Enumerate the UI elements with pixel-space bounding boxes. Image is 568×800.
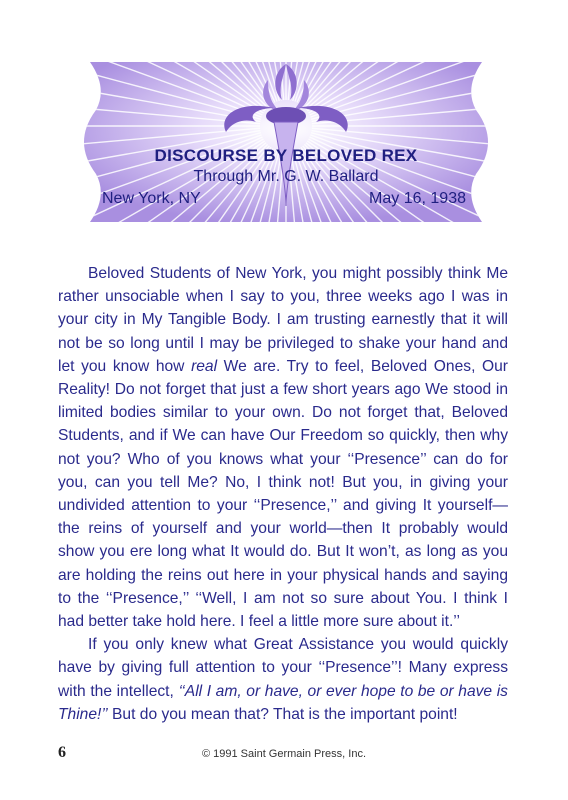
discourse-date: May 16, 1938 — [369, 190, 466, 207]
discourse-body — [58, 262, 508, 726]
page-number: 6 — [58, 744, 66, 761]
banner-background — [68, 46, 504, 238]
body-paragraph — [58, 262, 508, 633]
header-banner — [68, 46, 504, 238]
discourse-title: DISCOURSE BY BELOVED REX — [154, 146, 418, 165]
paragraph-text: If you only knew what Great Assistance you would quickly have by giving full attention to your ‘‘Presence’’! Many express with the intellect, — [58, 636, 508, 700]
paragraph-text: Beloved Students of New York, you might possibly think Me rather unsociable when I say to you, three weeks ago I was in your city in My Tangible Body. I am trusting earnestly that it will not be so long until I may be privileged to shake your hand and let you know how — [58, 265, 508, 375]
discourse-subtitle: Through Mr. G. W. Ballard — [193, 168, 379, 185]
paragraph-text: We are. Try to feel, Beloved Ones, Our Reality! Do not forget that just a few short years ago We stood in limited bodies similar to your own. Do not forget that, Beloved Students, and if We can have Our Freedom so quickly, then why not you? Who of you knows what your ‘‘Presence’’ can do for you, can you tell Me? No, I think not! But you, in giving your undivided attention to your ‘‘Presence,’’ and giving It yourself—the reins of yourself and your world—then It probably would show you ere long what It would do. But It won’t, as long as you are holding the reins out here in your physical hands and saying to the ‘‘Presence,’’ ‘‘Well, I am not so sure about You. I think I had better take hold here. I feel a little more sure about it.’’ — [58, 357, 508, 631]
discourse-location: New York, NY — [102, 190, 201, 207]
emphasis-text: real — [191, 357, 218, 375]
emphasis-text: ‘‘All I am, or have, or ever hope to be or have is Thine!’’ — [58, 682, 508, 723]
body-paragraph — [58, 633, 508, 726]
paragraph-text: But do you mean that? That is the important point! — [107, 705, 458, 723]
copyright-notice: © 1991 Saint Germain Press, Inc. — [201, 748, 366, 760]
